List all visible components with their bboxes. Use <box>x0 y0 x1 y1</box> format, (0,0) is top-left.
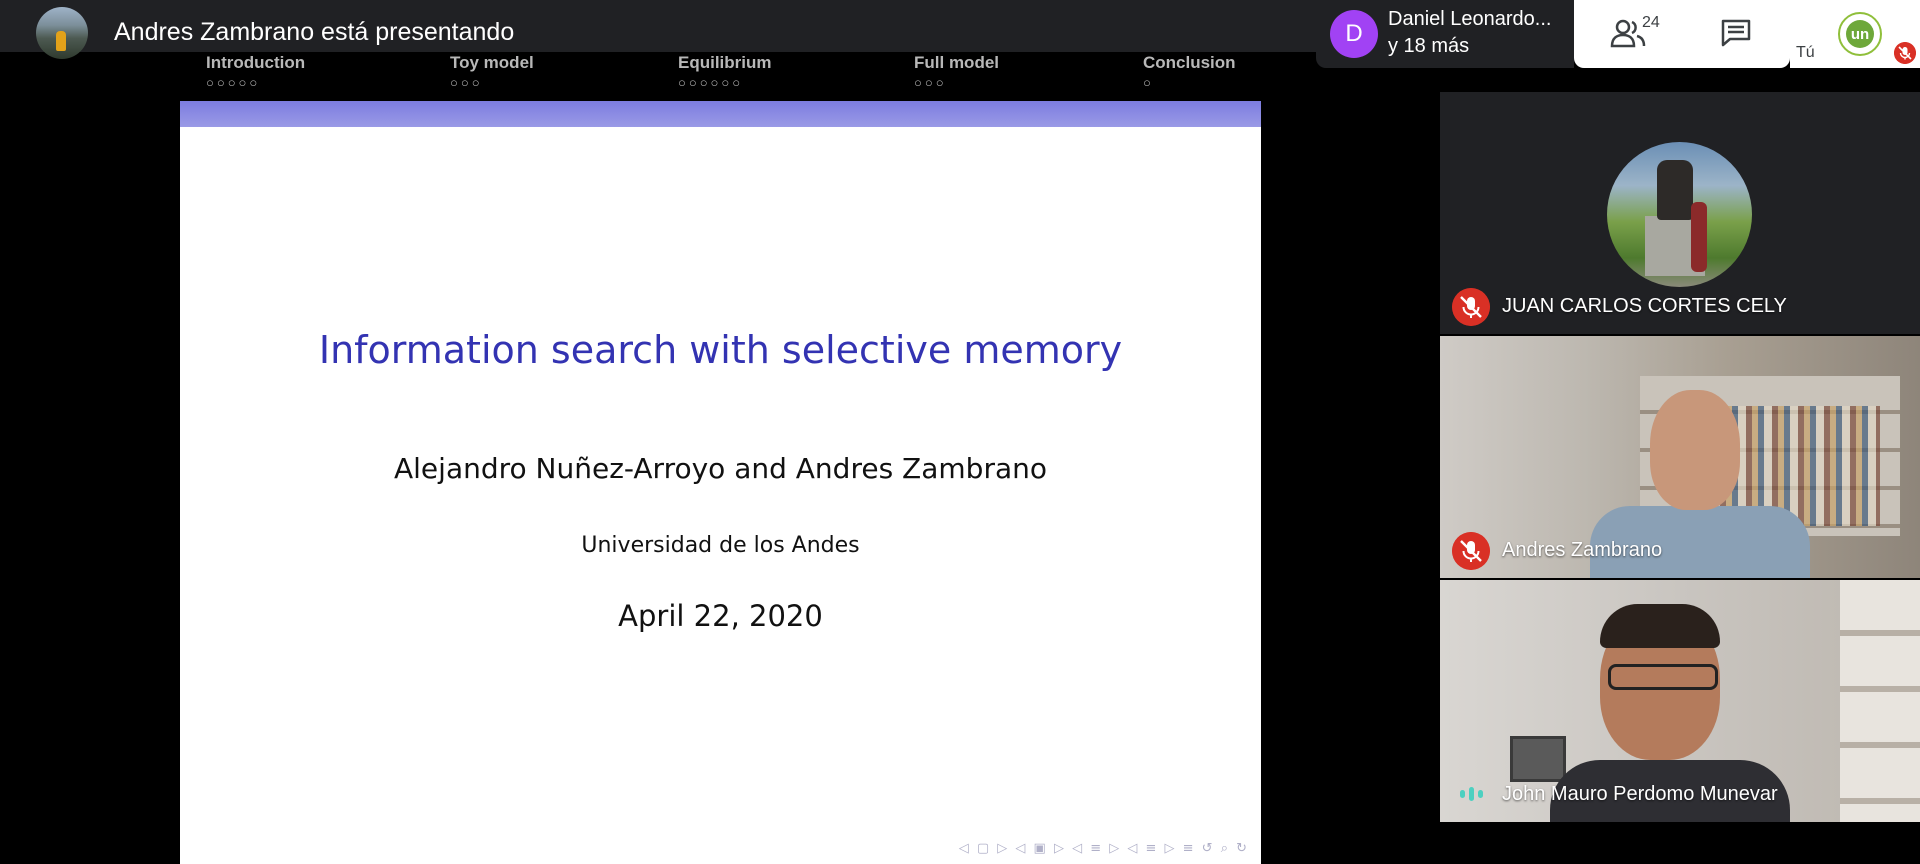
participant-name: Daniel Leonardo... <box>1388 8 1552 30</box>
mic-off-icon <box>1452 532 1490 570</box>
people-count-badge: 24 <box>1642 14 1660 31</box>
nav-section-equilibrium[interactable] <box>678 53 772 90</box>
meeting-controls-panel <box>1574 0 1790 68</box>
presentation-slide <box>180 127 1261 864</box>
participant-tile[interactable] <box>1440 336 1920 578</box>
chat-icon[interactable] <box>1720 18 1752 48</box>
participant-name: John Mauro Perdomo Munevar <box>1502 783 1778 805</box>
presenter-avatar <box>36 7 88 59</box>
nav-section-conclusion[interactable] <box>1143 53 1236 90</box>
participant-name: JUAN CARLOS CORTES CELY <box>1502 295 1787 317</box>
nav-dots: ○○○○○○ <box>678 75 744 90</box>
nav-dots: ○○○ <box>450 75 483 90</box>
nav-dots: ○ <box>1143 75 1154 90</box>
participant-photo <box>1607 142 1752 287</box>
nav-section-introduction[interactable] <box>206 53 305 90</box>
presenter-bar <box>0 0 1316 52</box>
slide-date: April 22, 2020 <box>618 599 823 633</box>
slide-header-band <box>180 101 1261 127</box>
nav-dots: ○○○ <box>914 75 947 90</box>
self-label: Tú <box>1796 44 1815 61</box>
nav-label: Conclusion <box>1143 53 1236 72</box>
nav-label: Equilibrium <box>678 53 772 72</box>
nav-label: Toy model <box>450 53 534 72</box>
presenter-title: Andres Zambrano está presentando <box>114 18 515 46</box>
participant-name: Andres Zambrano <box>1502 539 1663 561</box>
slide-title: Information search with selective memory <box>318 328 1123 372</box>
university-logo: un <box>1838 12 1882 56</box>
nav-label: Full model <box>914 53 999 72</box>
slide-authors: Alejandro Nuñez-Arroyo and Andres Zambrano <box>394 452 1047 485</box>
nav-dots: ○○○○○ <box>206 75 261 90</box>
self-view[interactable] <box>1790 0 1920 68</box>
participants-pill[interactable] <box>1316 0 1574 68</box>
participant-avatar: D <box>1330 10 1378 58</box>
participant-tile[interactable] <box>1440 580 1920 822</box>
mic-off-icon <box>1452 288 1490 326</box>
participant-tile[interactable] <box>1440 92 1920 334</box>
beamer-nav-controls[interactable]: ◁ ▢ ▷ ◁ ▣ ▷ ◁ ≡ ▷ ◁ ≡ ▷ ≡ ↺ ⌕ ↻ <box>958 841 1249 856</box>
mic-off-icon <box>1894 42 1916 64</box>
participant-more-count: y 18 más <box>1388 35 1470 57</box>
people-icon[interactable] <box>1610 18 1646 48</box>
slide-section-nav <box>180 53 1261 101</box>
nav-label: Introduction <box>206 53 306 72</box>
audio-level-icon <box>1458 786 1486 802</box>
nav-section-toy-model[interactable] <box>450 53 534 90</box>
slide-institution: Universidad de los Andes <box>581 533 860 558</box>
nav-section-full-model[interactable] <box>914 53 999 90</box>
